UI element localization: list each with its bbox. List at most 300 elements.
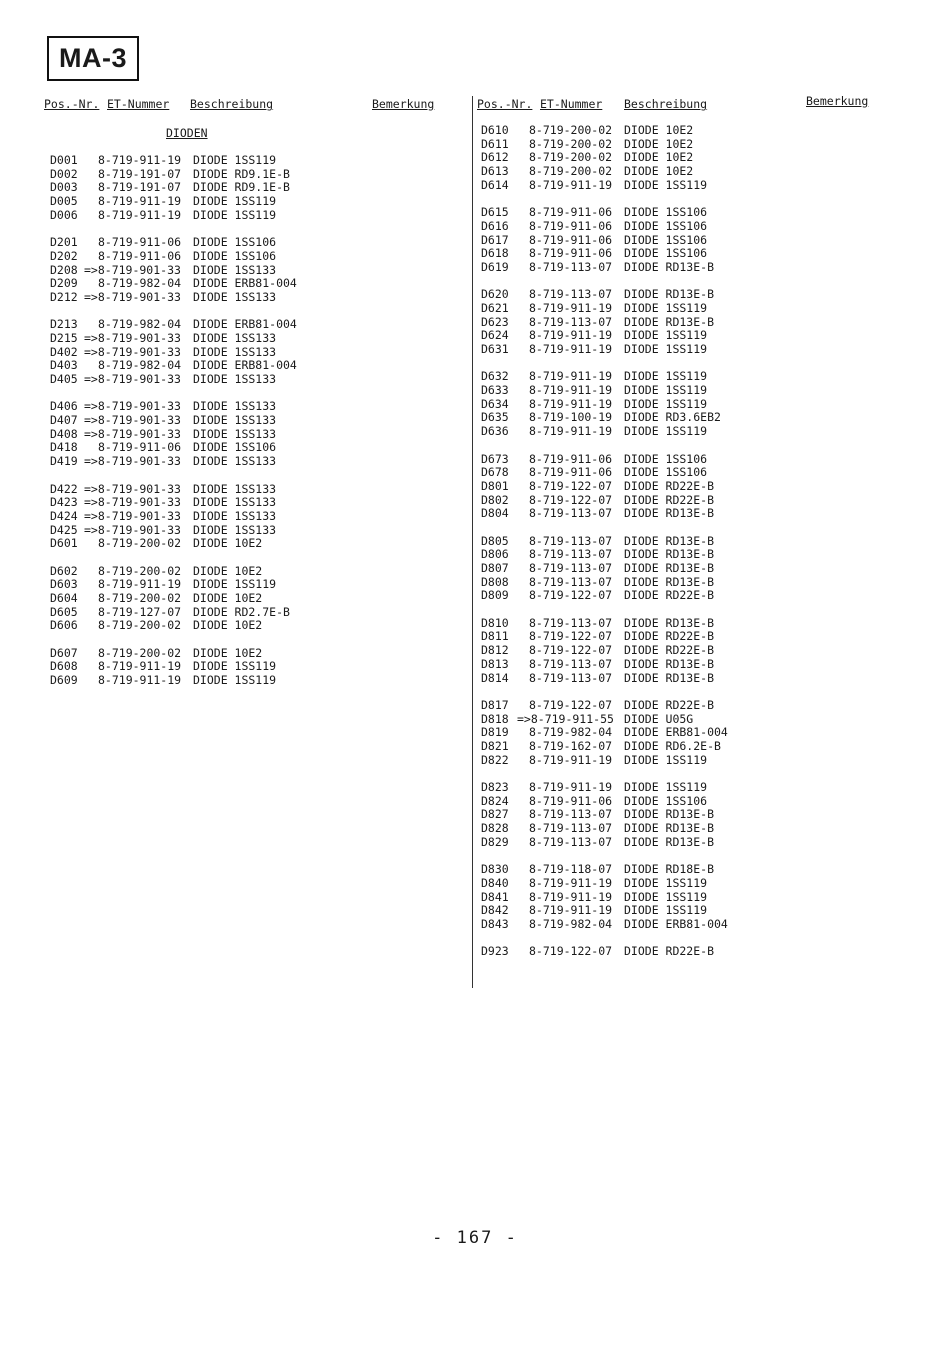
parts-row [481, 370, 901, 384]
part-number: 8-719-200-02 [98, 563, 182, 578]
position-number: D821 [481, 738, 509, 753]
position-number: D613 [481, 164, 509, 179]
parts-row [481, 316, 901, 330]
parts-group [481, 781, 901, 849]
parts-row [481, 234, 901, 248]
part-number: =>8-719-901-33 [84, 344, 181, 359]
parts-row [481, 247, 901, 261]
position-number: D618 [481, 246, 509, 261]
part-number: =>8-719-901-33 [84, 330, 181, 345]
part-description: DIODE RD13E-B [624, 506, 715, 521]
position-number: D403 [50, 358, 78, 373]
position-number: D624 [481, 328, 509, 343]
part-description: DIODE RD22E-B [624, 588, 715, 603]
position-number: D610 [481, 123, 509, 137]
part-description: DIODE RD13E-B [624, 314, 715, 329]
part-description: DIODE 1SS133 [193, 454, 277, 469]
parts-row [481, 877, 901, 891]
part-description: DIODE ERB81-004 [193, 317, 297, 332]
position-number: D818 [481, 711, 509, 726]
part-description: DIODE 1SS119 [193, 153, 277, 167]
position-number: D840 [481, 875, 509, 890]
position-number: D424 [50, 508, 78, 523]
parts-row [50, 606, 450, 620]
part-description: DIODE 10E2 [624, 136, 694, 151]
part-description: DIODE RD13E-B [624, 670, 715, 685]
position-number: D603 [50, 577, 78, 592]
part-description: DIODE 10E2 [624, 123, 694, 137]
parts-group [50, 154, 450, 222]
part-number: 8-719-113-07 [529, 821, 613, 836]
part-description: DIODE 1SS119 [624, 903, 708, 918]
part-number: =>8-719-901-33 [84, 399, 181, 414]
parts-row [50, 578, 450, 592]
position-number: D811 [481, 629, 509, 644]
parts-row [50, 373, 450, 387]
position-number: D425 [50, 522, 78, 537]
parts-row [481, 630, 901, 644]
part-description: DIODE 1SS119 [624, 424, 708, 439]
parts-row [481, 617, 901, 631]
parts-row [481, 891, 901, 905]
parts-row [50, 277, 450, 291]
position-number: D634 [481, 396, 509, 411]
parts-row [50, 441, 450, 455]
part-number: 8-719-122-07 [529, 492, 613, 507]
part-number: 8-719-911-19 [529, 396, 613, 411]
part-description: DIODE 1SS119 [193, 673, 277, 688]
position-number: D824 [481, 793, 509, 808]
part-description: DIODE 1SS106 [624, 232, 708, 247]
position-number: D609 [50, 673, 78, 688]
position-number: D402 [50, 344, 78, 359]
part-description: DIODE RD13E-B [624, 656, 715, 671]
parts-row [481, 494, 901, 508]
position-number: D614 [481, 177, 509, 192]
part-number: 8-719-911-06 [529, 793, 613, 808]
part-number: =>8-719-911-55 [517, 711, 614, 726]
position-number: D620 [481, 287, 509, 302]
part-number: 8-719-191-07 [98, 166, 182, 181]
part-number: 8-719-911-19 [98, 659, 182, 674]
part-number: 8-719-911-19 [529, 342, 613, 356]
parts-row [481, 699, 901, 713]
part-description: DIODE 1SS119 [624, 889, 708, 904]
position-number: D616 [481, 218, 509, 233]
part-number: 8-719-113-07 [529, 834, 613, 849]
parts-row [50, 195, 450, 209]
part-description: DIODE 10E2 [193, 536, 263, 551]
part-description: DIODE ERB81-004 [193, 276, 297, 291]
header-pos-right: Pos.-Nr. [477, 97, 533, 111]
part-description: DIODE RD9.1E-B [193, 166, 290, 181]
part-description: DIODE 1SS106 [193, 235, 277, 250]
part-number: 8-719-911-19 [529, 424, 613, 439]
part-description: DIODE RD22E-B [624, 697, 715, 712]
parts-row [481, 576, 901, 590]
position-number: D807 [481, 561, 509, 575]
position-number: D827 [481, 807, 509, 822]
parts-row [50, 250, 450, 264]
part-number: 8-719-911-19 [98, 194, 182, 209]
part-number: 8-719-127-07 [98, 604, 182, 619]
part-number: 8-719-911-19 [529, 752, 613, 767]
position-number: D209 [50, 276, 78, 291]
parts-row [481, 535, 901, 549]
header-et-left: ET-Nummer [107, 97, 170, 111]
part-number: 8-719-200-02 [529, 164, 613, 179]
parts-row [481, 343, 901, 357]
position-number: D633 [481, 383, 509, 398]
part-number: 8-719-911-19 [529, 383, 613, 398]
position-number: D801 [481, 478, 509, 493]
part-description: DIODE U05G [624, 711, 694, 726]
position-number: D003 [50, 180, 78, 195]
part-description: DIODE RD22E-B [624, 629, 715, 644]
position-number: D810 [481, 615, 509, 630]
part-number: 8-719-911-06 [529, 232, 613, 247]
part-number: 8-719-911-06 [529, 465, 613, 480]
position-number: D822 [481, 752, 509, 767]
parts-row [481, 411, 901, 425]
position-number: D635 [481, 410, 509, 425]
part-description: DIODE RD22E-B [624, 643, 715, 658]
part-number: 8-719-113-07 [529, 807, 613, 822]
position-number: D406 [50, 399, 78, 414]
parts-row [481, 220, 901, 234]
position-number: D623 [481, 314, 509, 329]
position-number: D208 [50, 262, 78, 277]
part-description: DIODE 10E2 [193, 645, 263, 660]
parts-row [481, 836, 901, 850]
part-number: 8-719-122-07 [529, 643, 613, 658]
part-description: DIODE 1SS106 [193, 248, 277, 263]
position-number: D605 [50, 604, 78, 619]
position-number: D422 [50, 481, 78, 496]
part-number: 8-719-200-02 [98, 536, 182, 551]
part-number: 8-719-911-19 [529, 889, 613, 904]
part-description: DIODE RD22E-B [624, 478, 715, 493]
header-note-right: Bemerkung [806, 94, 869, 108]
parts-row [481, 384, 901, 398]
parts-row [481, 562, 901, 576]
parts-row [481, 713, 901, 727]
parts-row [50, 400, 450, 414]
parts-row [481, 302, 901, 316]
part-description: DIODE 1SS106 [193, 440, 277, 455]
part-number: 8-719-911-19 [98, 153, 182, 167]
part-description: DIODE 1SS119 [193, 577, 277, 592]
position-number: D843 [481, 916, 509, 931]
parts-row [481, 206, 901, 220]
part-number: 8-719-200-02 [98, 591, 182, 605]
part-description: DIODE RD18E-B [624, 862, 715, 877]
part-description: DIODE ERB81-004 [193, 358, 297, 373]
part-description: DIODE RD13E-B [624, 834, 715, 849]
position-number: D805 [481, 533, 509, 548]
position-number: D809 [481, 588, 509, 603]
parts-group [481, 535, 901, 603]
position-number: D842 [481, 903, 509, 918]
position-number: D201 [50, 235, 78, 250]
parts-row [50, 236, 450, 250]
part-description: DIODE ERB81-004 [624, 725, 728, 740]
position-number: D621 [481, 300, 509, 315]
position-number: D829 [481, 834, 509, 849]
position-number: D002 [50, 166, 78, 181]
part-number: 8-719-200-02 [98, 618, 182, 633]
parts-group [481, 206, 901, 274]
parts-row [481, 740, 901, 754]
part-number: 8-719-911-06 [529, 205, 613, 220]
part-description: DIODE RD13E-B [624, 615, 715, 630]
part-description: DIODE RD22E-B [624, 492, 715, 507]
part-number: 8-719-200-02 [98, 645, 182, 660]
position-number: D601 [50, 536, 78, 551]
parts-row [481, 466, 901, 480]
part-number: 8-719-911-19 [529, 328, 613, 343]
position-number: D602 [50, 563, 78, 578]
part-description: DIODE 1SS119 [193, 659, 277, 674]
part-description: DIODE 1SS133 [193, 426, 277, 441]
part-number: 8-719-982-04 [98, 276, 182, 291]
position-number: D619 [481, 259, 509, 274]
part-number: 8-719-118-07 [529, 862, 613, 877]
part-number: 8-719-982-04 [98, 317, 182, 332]
parts-row [481, 795, 901, 809]
parts-row [50, 537, 450, 551]
parts-row [50, 674, 450, 688]
parts-row [50, 264, 450, 278]
part-number: 8-719-911-19 [529, 780, 613, 794]
parts-group [481, 617, 901, 685]
part-description: DIODE 1SS106 [624, 451, 708, 466]
parts-row [50, 524, 450, 538]
position-number: D819 [481, 725, 509, 740]
position-number: D808 [481, 574, 509, 589]
part-number: 8-719-113-07 [529, 574, 613, 589]
position-number: D631 [481, 342, 509, 356]
position-number: D802 [481, 492, 509, 507]
parts-group [481, 124, 901, 192]
parts-row [481, 425, 901, 439]
position-number: D813 [481, 656, 509, 671]
parts-row [481, 904, 901, 918]
part-description: DIODE RD9.1E-B [193, 180, 290, 195]
part-number: 8-719-982-04 [529, 725, 613, 740]
part-number: 8-719-911-19 [529, 177, 613, 192]
parts-row [481, 644, 901, 658]
position-number: D405 [50, 372, 78, 386]
part-description: DIODE 1SS133 [193, 289, 277, 304]
part-description: DIODE 1SS119 [624, 383, 708, 398]
part-description: DIODE ERB81-004 [624, 916, 728, 931]
parts-row [481, 507, 901, 521]
part-description: DIODE 1SS133 [193, 522, 277, 537]
part-number: 8-719-100-19 [529, 410, 613, 425]
part-number: 8-719-200-02 [529, 150, 613, 165]
part-number: =>8-719-901-33 [84, 495, 181, 510]
position-number: D804 [481, 506, 509, 521]
position-number: D607 [50, 645, 78, 660]
header-pos-left: Pos.-Nr. [44, 97, 100, 111]
part-number: 8-719-113-07 [529, 259, 613, 274]
part-description: DIODE RD13E-B [624, 821, 715, 836]
parts-row [481, 261, 901, 275]
part-description: DIODE 10E2 [624, 164, 694, 179]
part-description: DIODE 1SS133 [193, 508, 277, 523]
parts-row [50, 592, 450, 606]
part-number: 8-719-113-07 [529, 615, 613, 630]
parts-row [50, 496, 450, 510]
parts-row [481, 726, 901, 740]
part-number: 8-719-113-07 [529, 533, 613, 548]
position-number: D419 [50, 454, 78, 469]
part-description: DIODE RD22E-B [624, 944, 715, 959]
parts-group [50, 318, 450, 386]
part-description: DIODE RD3.6EB2 [624, 410, 721, 425]
position-number: D812 [481, 643, 509, 658]
part-number: 8-719-113-07 [529, 287, 613, 302]
part-description: DIODE 10E2 [193, 591, 263, 605]
parts-group [481, 945, 901, 959]
parts-row [50, 209, 450, 223]
part-description: DIODE 1SS133 [193, 481, 277, 496]
part-number: 8-719-122-07 [529, 629, 613, 644]
parts-row [481, 165, 901, 179]
parts-row [50, 414, 450, 428]
header-desc-right: Beschreibung [624, 97, 708, 111]
parts-row [50, 483, 450, 497]
position-number: D817 [481, 697, 509, 712]
part-number: 8-719-911-19 [529, 300, 613, 315]
parts-row [481, 179, 901, 193]
part-number: =>8-719-901-33 [84, 289, 181, 304]
parts-row [50, 154, 450, 168]
parts-group [50, 647, 450, 688]
position-number: D612 [481, 150, 509, 165]
part-number: 8-719-113-07 [529, 670, 613, 685]
part-description: DIODE 1SS133 [193, 399, 277, 414]
part-description: DIODE 1SS106 [624, 465, 708, 480]
part-number: 8-719-113-07 [529, 547, 613, 562]
parts-group [481, 453, 901, 521]
part-number: 8-719-122-07 [529, 478, 613, 493]
part-number: 8-719-911-19 [98, 673, 182, 688]
position-number: D215 [50, 330, 78, 345]
parts-row [481, 808, 901, 822]
part-number: =>8-719-901-33 [84, 522, 181, 537]
part-description: DIODE 1SS133 [193, 413, 277, 428]
section-title: DIODEN [166, 126, 208, 140]
parts-group [50, 565, 450, 633]
parts-row [481, 480, 901, 494]
parts-row [481, 329, 901, 343]
part-description: DIODE 1SS133 [193, 262, 277, 277]
part-description: DIODE 10E2 [624, 150, 694, 165]
part-description: DIODE 1SS106 [624, 205, 708, 220]
parts-row [50, 346, 450, 360]
parts-row [50, 660, 450, 674]
position-number: D615 [481, 205, 509, 220]
parts-row [50, 565, 450, 579]
part-number: =>8-719-901-33 [84, 372, 181, 386]
part-description: DIODE 1SS119 [624, 369, 708, 384]
parts-row [50, 510, 450, 524]
part-number: =>8-719-901-33 [84, 426, 181, 441]
position-number: D608 [50, 659, 78, 674]
position-number: D673 [481, 451, 509, 466]
position-number: D636 [481, 424, 509, 439]
part-number: 8-719-122-07 [529, 588, 613, 603]
part-description: DIODE 1SS106 [624, 793, 708, 808]
parts-row [481, 781, 901, 795]
part-number: =>8-719-901-33 [84, 413, 181, 428]
position-number: D611 [481, 136, 509, 151]
part-description: DIODE 1SS133 [193, 495, 277, 510]
parts-group [481, 288, 901, 356]
part-number: 8-719-911-06 [529, 451, 613, 466]
part-number: 8-719-911-06 [98, 248, 182, 263]
part-description: DIODE 1SS119 [624, 752, 708, 767]
part-number: 8-719-162-07 [529, 738, 613, 753]
parts-row [481, 151, 901, 165]
position-number: D212 [50, 289, 78, 304]
part-description: DIODE RD13E-B [624, 259, 715, 274]
position-number: D617 [481, 232, 509, 247]
part-number: 8-719-911-06 [98, 235, 182, 250]
part-number: 8-719-113-07 [529, 506, 613, 521]
page-number: - 167 - [432, 1228, 518, 1248]
part-number: 8-719-911-06 [529, 246, 613, 261]
parts-row [481, 658, 901, 672]
part-description: DIODE 1SS119 [193, 194, 277, 209]
position-number: D841 [481, 889, 509, 904]
position-number: D678 [481, 465, 509, 480]
position-number: D005 [50, 194, 78, 209]
position-number: D828 [481, 821, 509, 836]
parts-row [481, 288, 901, 302]
position-number: D213 [50, 317, 78, 332]
part-description: DIODE RD6.2E-B [624, 738, 721, 753]
parts-row [50, 332, 450, 346]
parts-row [481, 822, 901, 836]
part-description: DIODE 1SS106 [624, 218, 708, 233]
part-number: =>8-719-901-33 [84, 262, 181, 277]
part-number: 8-719-982-04 [98, 358, 182, 373]
parts-row [50, 619, 450, 633]
part-description: DIODE RD13E-B [624, 574, 715, 589]
part-number: 8-719-200-02 [529, 123, 613, 137]
parts-row [50, 318, 450, 332]
part-description: DIODE RD13E-B [624, 807, 715, 822]
header-desc-left: Beschreibung [190, 97, 274, 111]
parts-group [481, 699, 901, 767]
part-description: DIODE 1SS106 [624, 246, 708, 261]
parts-group [481, 370, 901, 438]
position-number: D830 [481, 862, 509, 877]
part-description: DIODE 1SS119 [624, 177, 708, 192]
part-description: DIODE 1SS133 [193, 344, 277, 359]
part-description: DIODE RD13E-B [624, 561, 715, 575]
part-number: 8-719-911-19 [98, 207, 182, 222]
part-description: DIODE 1SS119 [624, 875, 708, 890]
part-description: DIODE 1SS133 [193, 372, 277, 386]
position-number: D606 [50, 618, 78, 633]
position-number: D408 [50, 426, 78, 441]
part-number: 8-719-200-02 [529, 136, 613, 151]
parts-row [50, 359, 450, 373]
